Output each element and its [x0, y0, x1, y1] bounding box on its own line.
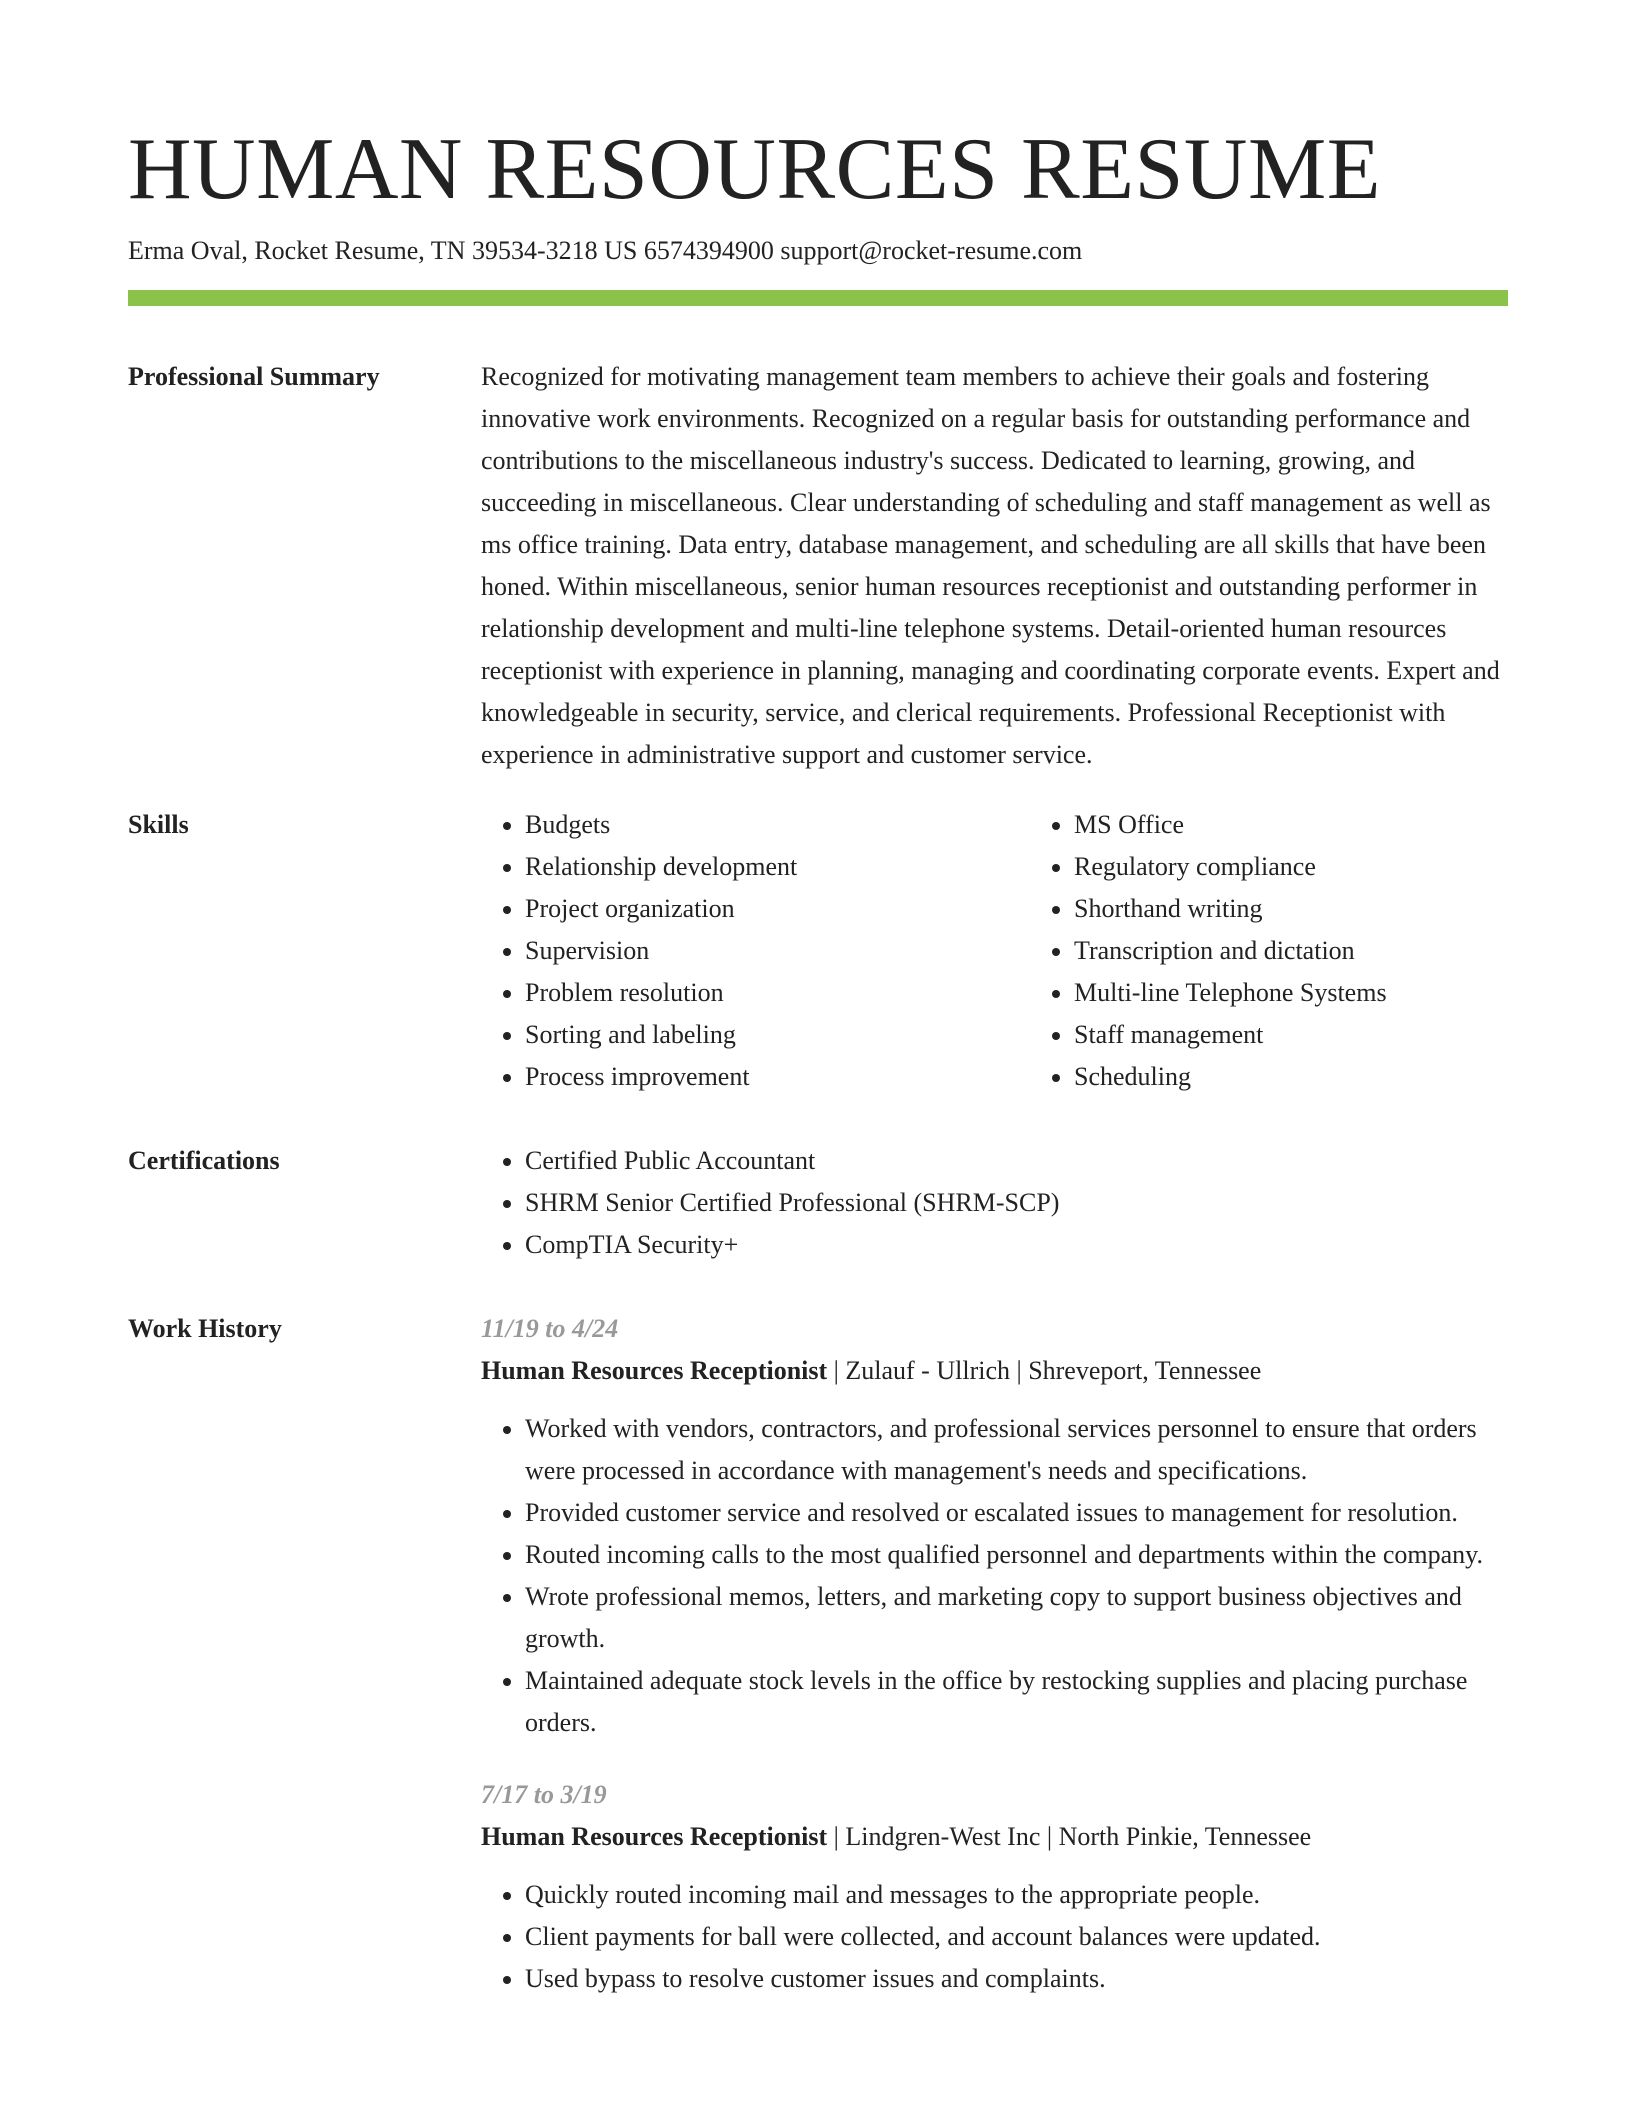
job-duties-list — [481, 1408, 1508, 1744]
job-duties-list — [481, 1874, 1508, 2000]
skill-item: • Staff management — [1074, 1014, 1579, 1056]
job-employer-location: | Lindgren-West Inc | North Pinkie, Tennessee — [827, 1822, 1312, 1851]
job-duty: • Wrote professional memos, letters, and marketing copy to support business objectives and growth. — [525, 1576, 1508, 1660]
job-employer-location: | Zulauf - Ullrich | Shreveport, Tennessee — [827, 1356, 1262, 1385]
job-heading — [481, 1816, 1508, 1858]
resume-page — [128, 118, 1508, 2000]
skill-item: • Budgets — [525, 804, 1030, 846]
job-title: Human Resources Receptionist — [481, 1822, 828, 1851]
summary-text: Recognized for motivating management team members to achieve their goals and fostering innovative work environments. Recognized on a regular basis for outstanding performance and contributions to the miscellaneous industry's success. Dedicated to learning, growing, and succeeding in miscellaneous. Clear understanding of scheduling and staff management as well as ms office training. Data entry, database management, and scheduling are all skills that have been honed. Within miscellaneous, senior human resources receptionist and outstanding performer in relationship development and multi-line telephone systems. Detail-oriented human resources receptionist with experience in planning, managing and coordinating corporate events. Expert and knowledgeable in security, service, and clerical requirements. Professional Receptionist with experience in administrative support and customer service. — [481, 362, 1500, 769]
contact-phone: 6574394900 — [643, 236, 774, 265]
skill-item: • Regulatory compliance — [1074, 846, 1579, 888]
certifications-list — [481, 1140, 1508, 1266]
contact-address: Erma Oval, Rocket Resume, TN 39534-3218 US — [128, 236, 638, 265]
job-duty: • Routed incoming calls to the most qualified personnel and departments within the company. — [525, 1534, 1508, 1576]
skills-columns — [481, 804, 1508, 1098]
skill-item: • Shorthand writing — [1074, 888, 1579, 930]
job-duty: • Quickly routed incoming mail and messages to the appropriate people. — [525, 1874, 1508, 1916]
job-duty: • Client payments for ball were collected, and account balances were updated. — [525, 1916, 1508, 1958]
skill-item: • MS Office — [1074, 804, 1579, 846]
skill-item: • Sorting and labeling — [525, 1014, 1030, 1056]
job-duty: • Worked with vendors, contractors, and professional services personnel to ensure that orders were processed in accordance with management's needs and specifications. — [525, 1408, 1508, 1492]
skills-list-left — [481, 804, 1030, 1098]
job-entry — [481, 1774, 1508, 2000]
certification-item: • SHRM Senior Certified Professional (SHRM-SCP) — [525, 1182, 1508, 1224]
skill-item: • Multi-line Telephone Systems — [1074, 972, 1579, 1014]
skill-item: • Relationship development — [525, 846, 1030, 888]
certifications-heading: Certifications — [128, 1146, 280, 1175]
contact-email: support@rocket-resume.com — [780, 236, 1083, 265]
job-duty: • Provided customer service and resolved or escalated issues to management for resolution. — [525, 1492, 1508, 1534]
skills-section — [128, 804, 1508, 1098]
job-entry — [481, 1308, 1508, 1744]
skill-item: • Transcription and dictation — [1074, 930, 1579, 972]
certification-item: • Certified Public Accountant — [525, 1140, 1508, 1182]
skill-item: • Project organization — [525, 888, 1030, 930]
summary-section — [128, 356, 1508, 776]
skill-item: • Scheduling — [1074, 1056, 1579, 1098]
header-divider — [128, 290, 1508, 306]
job-duty: • Maintained adequate stock levels in the office by restocking supplies and placing purchase orders. — [525, 1660, 1508, 1744]
job-duty: • Used bypass to resolve customer issues and complaints. — [525, 1958, 1508, 2000]
skill-item: • Supervision — [525, 930, 1030, 972]
summary-heading: Professional Summary — [128, 362, 380, 391]
skills-list-right — [1030, 804, 1579, 1098]
job-title: Human Resources Receptionist — [481, 1356, 828, 1385]
resume-title: HUMAN RESOURCES RESUME — [128, 121, 1381, 218]
certification-item: • CompTIA Security+ — [525, 1224, 1508, 1266]
work-history-heading: Work History — [128, 1314, 282, 1343]
contact-line — [128, 234, 1508, 268]
certifications-section — [128, 1140, 1508, 1266]
skill-item: • Problem resolution — [525, 972, 1030, 1014]
job-dates: 11/19 to 4/24 — [481, 1314, 619, 1343]
skill-item: • Process improvement — [525, 1056, 1030, 1098]
job-dates: 7/17 to 3/19 — [481, 1780, 607, 1809]
skills-heading: Skills — [128, 810, 189, 839]
job-heading — [481, 1350, 1508, 1392]
work-history-section — [128, 1308, 1508, 2000]
